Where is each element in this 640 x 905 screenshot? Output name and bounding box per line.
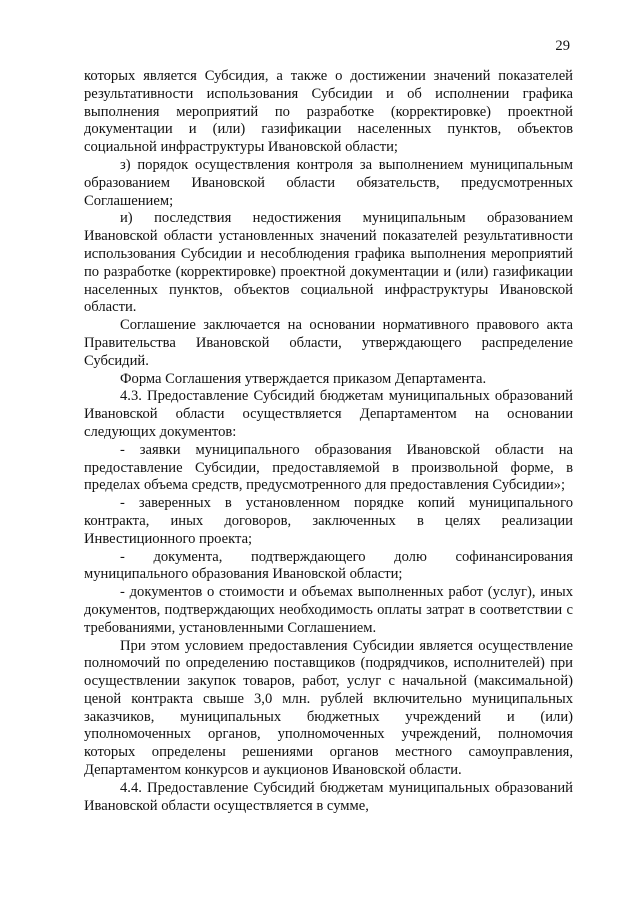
paragraph: Соглашение заключается на основании нормативного правового акта Правительства Ивановской области, утверждающего распределение Субсидий. [84,317,573,369]
page-number: 29 [555,38,570,54]
paragraph: Форма Соглашения утверждается приказом Департамента. [120,370,487,387]
paragraph: При этом условием предоставления Субсидии является осуществление полномочий по определению поставщиков (подрядчиков, исполнителей) при осуществлении закупок товаров, работ, услуг с начальной (максимальной) ценой контракта свыше 3,0 млн. рублей включительно муниципальных заказчиков, муниципальных бюджетных учреждений и (или) уполномоченных органов, уполномоченных учреждений, полномочия которых определены решениями органов местного самоуправления, Департаментом конкурсов и аукционов Ивановской области. [84,637,573,779]
paragraph: - заявки муниципального образования Ивановской области на предоставление Субсидии, предоставляемой в произвольной форме, в пределах объема средств, предусмотренного для предоставления Субсидии»; [84,441,573,494]
paragraph: з) порядок осуществления контроля за выполнением муниципальным образованием Ивановской области обязательств, предусмотренных Соглашением; [84,156,573,209]
paragraph: - документа, подтверждающего долю софинансирования муниципального образования Ивановской области; [84,548,573,583]
paragraph: и) последствия недостижения муниципальным образованием Ивановской области установленных значений показателей результативности использования Субсидии и несоблюдения графика выполнения мероприятий по разработке (корректировке) проектной документации и (или) газификации населенных пунктов, объектов социальной инфраструктуры Ивановской области. [84,210,573,316]
paragraph: - заверенных в установленном порядке копий муниципального контракта, иных договоров, заключенных в целях реализации Инвестиционного проекта; [84,495,573,547]
paragraph: 4.3. Предоставление Субсидий бюджетам муниципальных образований Ивановской области осуществляется Департаментом на основании следующих документов: [84,388,573,440]
document-body [84,68,573,815]
paragraph: 4.4. Предоставление Субсидий бюджетам муниципальных образований Ивановской области осуществляется в сумме, [84,779,573,814]
paragraph: - документов о стоимости и объемах выполненных работ (услуг), иных документов, подтверждающих необходимость оплаты затрат в соответствии с требованиями, установленными Соглашением. [84,584,573,636]
paragraph: которых является Субсидия, а также о достижении значений показателей результативности использования Субсидии и об исполнении графика выполнения мероприятий по разработке (корректировке) проектной документации и (или) газификации населенных пунктов, объектов социальной инфраструктуры Ивановской области; [84,68,573,156]
